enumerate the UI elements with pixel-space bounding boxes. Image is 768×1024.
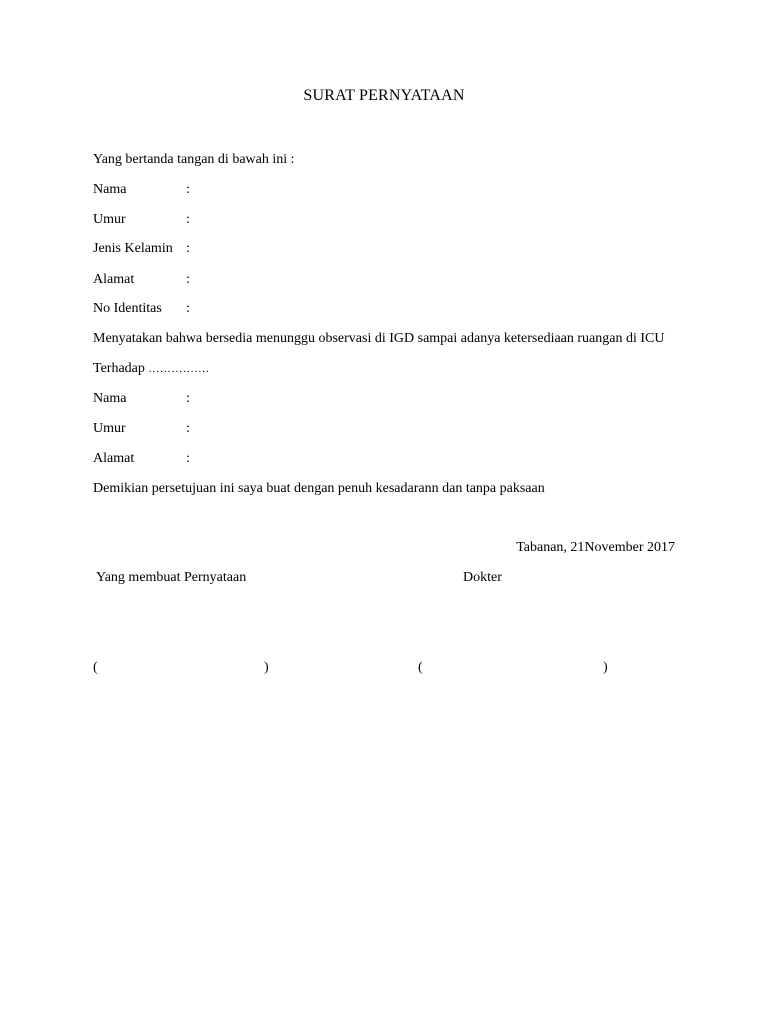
patient-field-colon: : [186,391,190,406]
signature-left-close-paren: ) [264,660,269,675]
signer-field-colon: : [186,182,190,197]
patient-field-label-nama: Nama [93,391,127,406]
signer-field-label-no-identitas: No Identitas [93,301,162,316]
closing-text: Demikian persetujuan ini saya buat dengan penuh kesadarann dan tanpa paksaan [93,481,545,496]
document-title: SURAT PERNYATAAN [303,87,465,104]
signature-right-open-paren: ( [418,660,423,675]
signature-left-open-paren: ( [93,660,98,675]
patient-field-colon: : [186,451,190,466]
intro-text: Yang bertanda tangan di bawah ini : [93,152,295,167]
signer-field-colon: : [186,241,190,256]
patient-field-colon: : [186,421,190,436]
place-date: Tabanan, 21November 2017 [516,540,675,555]
signer-field-colon: : [186,272,190,287]
signatory-right-label: Dokter [463,570,502,585]
signer-field-label-umur: Umur [93,212,126,227]
signature-right-close-paren: ) [603,660,608,675]
terhadap-line [93,361,209,377]
signer-field-label-nama: Nama [93,182,127,197]
signatory-left-label: Yang membuat Pernyataan [96,570,247,585]
patient-field-label-umur: Umur [93,421,126,436]
signer-field-label-jenis-kelamin: Jenis Kelamin [93,241,173,256]
signer-field-colon: : [186,301,190,316]
patient-field-label-alamat: Alamat [93,451,135,466]
terhadap-label: Terhadap [93,361,145,376]
statement-text: Menyatakan bahwa bersedia menunggu observasi di IGD sampai adanya ketersediaan ruangan di ICU [93,331,665,346]
signer-field-label-alamat: Alamat [93,272,135,287]
signer-field-colon: : [186,212,190,227]
terhadap-dots: ……………. [148,363,210,375]
